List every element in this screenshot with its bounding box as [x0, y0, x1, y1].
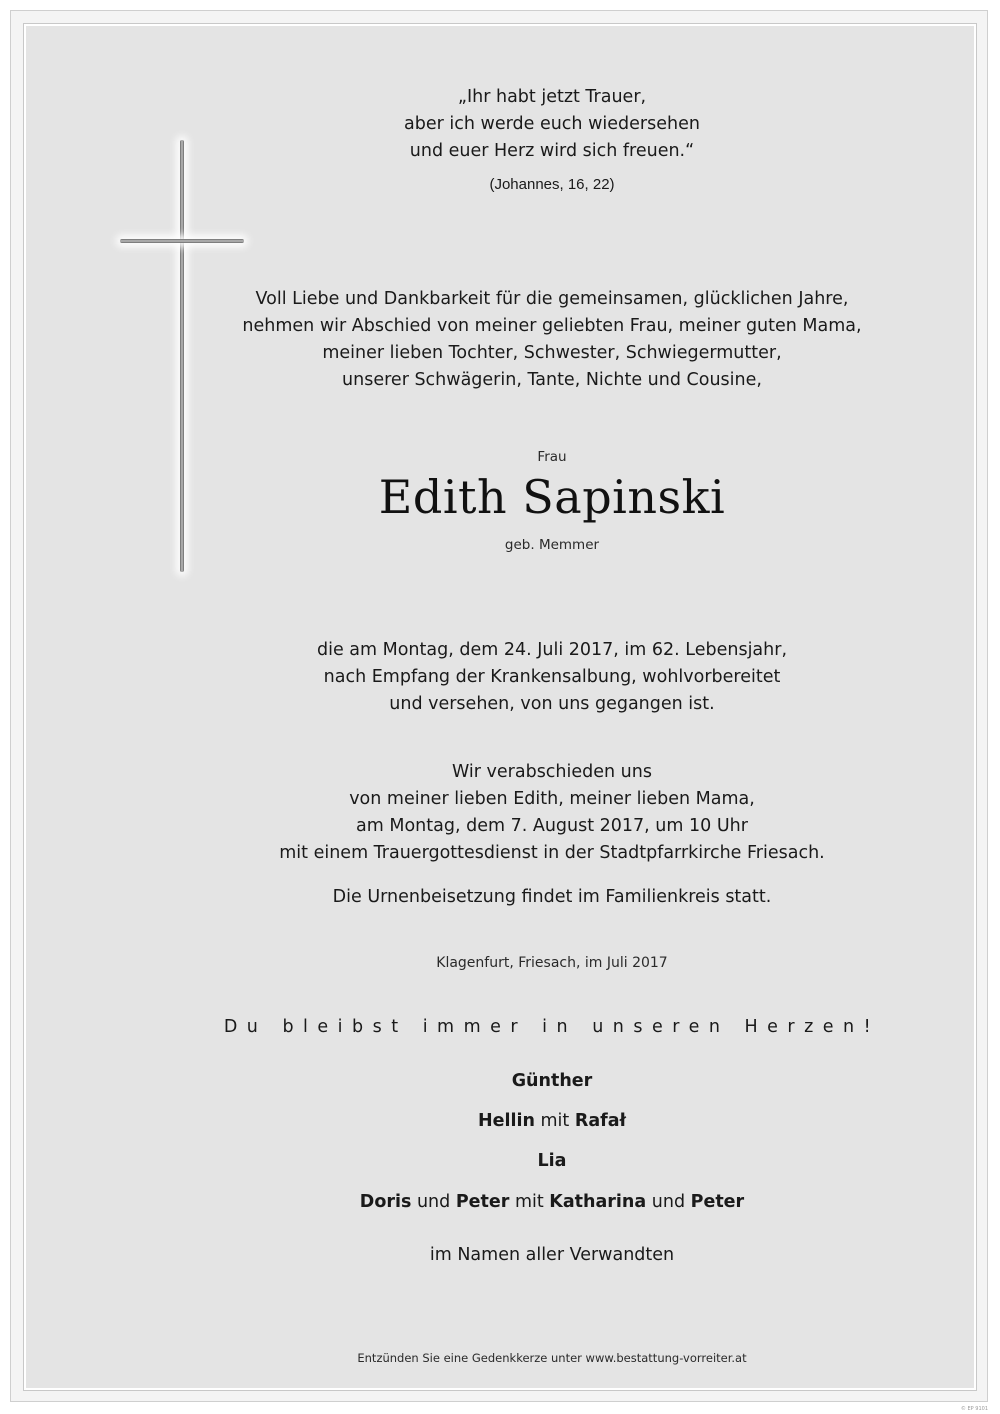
intro-text	[202, 286, 902, 394]
mourner-join: mit	[509, 1192, 550, 1212]
mourner-line	[202, 1071, 902, 1091]
intro-line: Voll Liebe und Dankbarkeit für die gemeinsamen, glücklichen Jahre,	[255, 289, 849, 309]
quote-line: aber ich werde euch wiedersehen	[404, 114, 700, 134]
mourner-name: Lia	[537, 1151, 567, 1171]
intro-line: meiner lieben Tochter, Schwester, Schwiegermutter,	[322, 343, 782, 363]
farewell-line: am Montag, dem 7. August 2017, um 10 Uhr	[356, 816, 748, 836]
deceased-name: Edith Sapinski	[378, 470, 726, 524]
motto: Du bleibst immer in unseren Herzen!	[223, 1017, 881, 1037]
mourner-line	[202, 1192, 902, 1212]
mourner-line	[202, 1111, 902, 1131]
mourner-name: Doris	[359, 1192, 412, 1212]
urn-notice: Die Urnenbeisetzung findet im Familienkreis statt.	[332, 887, 772, 907]
intro-line: unserer Schwägerin, Tante, Nichte und Cousine,	[342, 370, 762, 390]
mourner-name: Günther	[511, 1071, 593, 1091]
corner-code: © EP 9101	[960, 1406, 988, 1412]
deceased-title: Frau	[537, 449, 567, 465]
family-line: im Namen aller Verwandten	[429, 1245, 675, 1265]
farewell-line: Wir verabschieden uns	[452, 762, 652, 782]
quote-reference: (Johannes, 16, 22)	[489, 176, 615, 193]
mourner-name: Rafał	[574, 1111, 627, 1131]
deceased-birth-name: geb. Memmer	[504, 537, 600, 553]
mourner-name: Peter	[455, 1192, 510, 1212]
death-line: nach Empfang der Krankensalbung, wohlvorbereitet	[323, 667, 781, 687]
mourner-join: und	[646, 1192, 691, 1212]
mourner-join: mit	[534, 1111, 575, 1131]
quote-line: und euer Herz wird sich freuen.“	[409, 141, 695, 161]
bible-quote	[202, 84, 902, 165]
mourner-name: Peter	[690, 1192, 745, 1212]
cross-vertical-bar	[180, 140, 184, 572]
footer-candle-link[interactable]: Entzünden Sie eine Gedenkkerze unter www.bestattung-vorreiter.at	[357, 1351, 747, 1365]
mourner-line	[202, 1151, 902, 1171]
death-line: und versehen, von uns gegangen ist.	[389, 694, 715, 714]
farewell-notice	[202, 759, 902, 867]
death-notice	[202, 637, 902, 718]
farewell-line: mit einem Trauergottesdienst in der Stadtpfarrkirche Friesach.	[279, 843, 825, 863]
death-line: die am Montag, dem 24. Juli 2017, im 62. Lebensjahr,	[316, 640, 788, 660]
intro-line: nehmen wir Abschied von meiner geliebten Frau, meiner guten Mama,	[242, 316, 862, 336]
farewell-line: von meiner lieben Edith, meiner lieben Mama,	[349, 789, 755, 809]
mourner-name: Katharina	[549, 1192, 647, 1212]
mourner-join: und	[411, 1192, 456, 1212]
place-date: Klagenfurt, Friesach, im Juli 2017	[436, 955, 668, 971]
cross-horizontal-bar	[120, 239, 244, 243]
mourner-name: Hellin	[477, 1111, 535, 1131]
quote-line: „Ihr habt jetzt Trauer,	[457, 87, 647, 107]
